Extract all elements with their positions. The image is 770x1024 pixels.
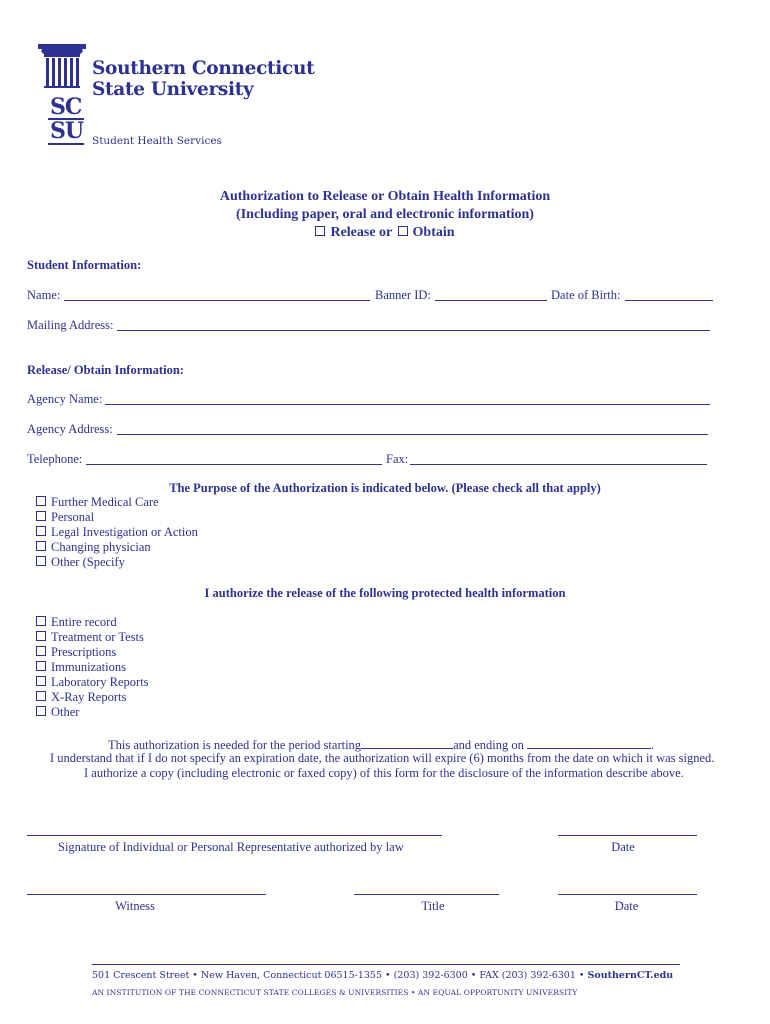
release-obtain-choice <box>0 224 770 242</box>
signature-date-line[interactable] <box>558 835 697 836</box>
monogram-sc: SC <box>50 94 82 120</box>
purpose-item-other[interactable]: Other (Specify <box>36 555 198 570</box>
purpose-item-personal[interactable]: Personal <box>36 510 198 525</box>
form-title: Authorization to Release or Obtain Health Information <box>219 189 551 204</box>
monogram-su: SU <box>50 118 84 144</box>
checkbox-icon[interactable] <box>36 496 46 506</box>
release-checkbox[interactable] <box>315 226 325 236</box>
agency-address-label: Agency Address: <box>27 422 113 436</box>
checkbox-icon[interactable] <box>36 676 46 686</box>
phi-item-other[interactable]: Other <box>36 705 149 720</box>
phi-checklist <box>36 615 149 720</box>
dob-field[interactable] <box>625 300 713 301</box>
checkbox-icon[interactable] <box>36 706 46 716</box>
telephone-field[interactable] <box>86 464 382 465</box>
release-label: Release or <box>330 225 393 240</box>
agency-address-field[interactable] <box>117 434 708 435</box>
witness-label: Witness <box>115 899 155 913</box>
agency-name-label: Agency Name: <box>27 392 103 406</box>
signature-date-label: Date <box>611 840 635 854</box>
footer-institution: AN INSTITUTION OF THE CONNECTICUT STATE COLLEGES & UNIVERSITIES • AN EQUAL OPPORTUNITY UNIVERSITY <box>92 988 578 997</box>
release-info-heading: Release/ Obtain Information: <box>27 363 184 377</box>
mailing-address-label: Mailing Address: <box>27 318 114 332</box>
form-subtitle: (Including paper, oral and electronic information) <box>236 207 534 222</box>
footer-divider <box>92 964 680 965</box>
phi-item-immunizations[interactable]: Immunizations <box>36 660 149 675</box>
checkbox-icon[interactable] <box>36 511 46 521</box>
purpose-checklist <box>36 495 198 570</box>
monogram-underline <box>48 143 84 145</box>
period-suffix: . <box>651 738 655 752</box>
witness-date-label: Date <box>614 899 639 913</box>
mailing-address-field[interactable] <box>117 330 710 331</box>
student-info-heading: Student Information: <box>27 258 142 272</box>
title-line[interactable] <box>354 894 499 895</box>
banner-id-field[interactable] <box>435 300 547 301</box>
period-prefix: This authorization is needed for the period starting <box>108 738 362 752</box>
footer-website[interactable]: SouthernCT.edu <box>587 970 674 981</box>
checkbox-icon[interactable] <box>36 631 46 641</box>
signature-label: Signature of Individual or Personal Representative authorized by law <box>58 840 404 854</box>
university-name-line1: Southern Connecticut <box>92 58 315 79</box>
obtain-checkbox[interactable] <box>398 226 408 236</box>
checkbox-icon[interactable] <box>36 541 46 551</box>
witness-date-line[interactable] <box>558 894 697 895</box>
dob-label: Date of Birth: <box>551 288 621 302</box>
purpose-heading: The Purpose of the Authorization is indicated below. (Please check all that apply) <box>169 481 601 495</box>
agency-name-field[interactable] <box>105 404 710 405</box>
obtain-label: Obtain <box>412 225 455 240</box>
period-end-field[interactable] <box>527 736 651 749</box>
telephone-label: Telephone: <box>27 452 83 466</box>
copy-statement: I authorize a copy (including electronic or faxed copy) of this form for the disclosure of the information describe above. <box>84 766 684 780</box>
banner-id-label: Banner ID: <box>375 288 431 302</box>
checkbox-icon[interactable] <box>36 646 46 656</box>
expiration-statement: I understand that if I do not specify an expiration date, the authorization will expire (6) months from the date on which it was signed. <box>50 751 715 765</box>
period-middle: and ending on <box>453 738 524 752</box>
checkbox-icon[interactable] <box>36 661 46 671</box>
footer-address: 501 Crescent Street • New Haven, Connecticut 06515-1355 • (203) 392-6300 • FAX (203) 392-6301 • <box>92 970 588 981</box>
checkbox-icon[interactable] <box>36 691 46 701</box>
purpose-item-changing-physician[interactable]: Changing physician <box>36 540 198 555</box>
fax-field[interactable] <box>410 464 707 465</box>
purpose-item-further-medical-care[interactable]: Further Medical Care <box>36 495 198 510</box>
phi-item-prescriptions[interactable]: Prescriptions <box>36 645 149 660</box>
checkbox-icon[interactable] <box>36 556 46 566</box>
fax-label: Fax: <box>386 452 409 466</box>
period-start-field[interactable] <box>361 736 453 749</box>
name-field[interactable] <box>64 300 370 301</box>
phi-item-entire-record[interactable]: Entire record <box>36 615 149 630</box>
phi-heading: I authorize the release of the following protected health information <box>204 586 566 600</box>
purpose-item-legal[interactable]: Legal Investigation or Action <box>36 525 198 540</box>
phi-item-xray-reports[interactable]: X-Ray Reports <box>36 690 149 705</box>
footer-address-line <box>92 970 673 981</box>
signature-line[interactable] <box>27 835 442 836</box>
witness-line[interactable] <box>27 894 266 895</box>
phi-item-laboratory-reports[interactable]: Laboratory Reports <box>36 675 149 690</box>
department-name: Student Health Services <box>92 135 222 147</box>
name-label: Name: <box>27 288 61 302</box>
phi-item-treatment-tests[interactable]: Treatment or Tests <box>36 630 149 645</box>
checkbox-icon[interactable] <box>36 526 46 536</box>
university-name-line2: State University <box>92 79 254 100</box>
checkbox-icon[interactable] <box>36 616 46 626</box>
title-label: Title <box>421 899 445 913</box>
